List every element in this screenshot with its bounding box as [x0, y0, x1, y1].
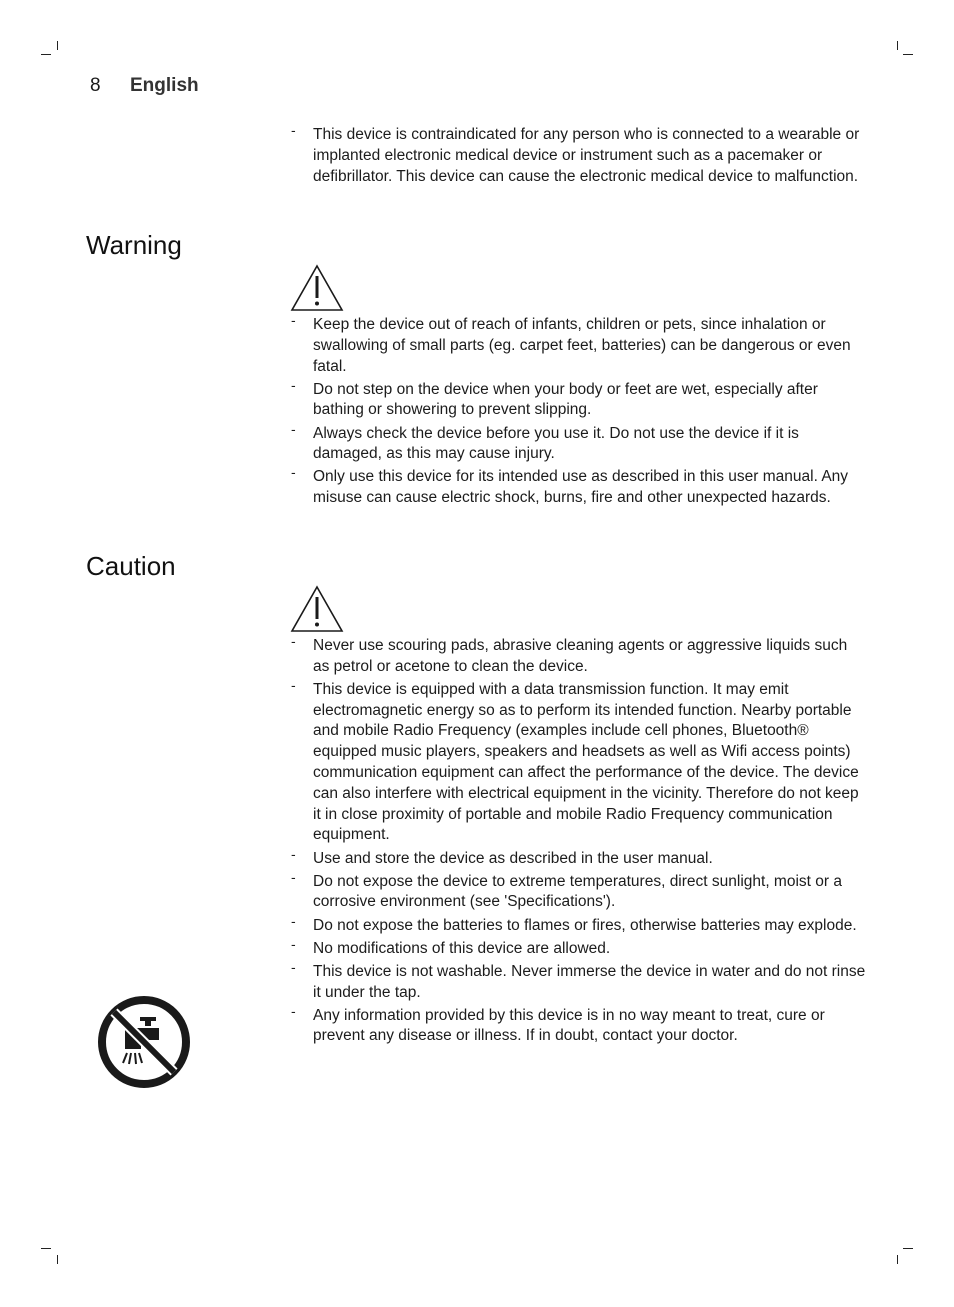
crop-mark [903, 1248, 913, 1249]
crop-mark [41, 1248, 51, 1249]
list-item: - Use and store the device as described in the user manual. [291, 845, 713, 867]
list-item: - Do not step on the device when your body or feet are wet, especially after bathing or showering to prevent slipping. [291, 376, 818, 419]
language-label: English [130, 75, 199, 96]
caution-heading: Caution [86, 551, 176, 581]
page-number: 8 [90, 75, 101, 96]
crop-mark [41, 54, 51, 55]
page-header [90, 74, 199, 98]
crop-mark [57, 1255, 58, 1264]
crop-mark [897, 41, 898, 50]
warning-heading: Warning [86, 230, 182, 260]
list-item: - Always check the device before you use it. Do not use the device if it is damaged, as this may cause injury. [291, 420, 799, 463]
warning-triangle-icon [290, 264, 344, 312]
list-item: - Do not expose the device to extreme temperatures, direct sunlight, moist or a corrosive environment (see 'Specifications'). [291, 868, 842, 911]
list-item: - This device is contraindicated for any person who is connected to a wearable or implanted electronic medical device or instrument such as a pacemaker or defibrillator. This device can cause the electronic medical device to malfunction. [291, 122, 860, 185]
warning-triangle-icon [290, 585, 344, 633]
crop-mark [897, 1255, 898, 1264]
list-item: - No modifications of this device are allowed. [291, 935, 611, 957]
crop-mark [57, 41, 58, 50]
list-item: - This device is not washable. Never immerse the device in water and do not rinse it under the tap. [291, 958, 866, 1001]
list-item: - Never use scouring pads, abrasive cleaning agents or aggressive liquids such as petrol or acetone to clean the device. [291, 633, 848, 675]
list-item: - This device is equipped with a data transmission function. It may emit electromagnetic energy so as to perform its intended function. Nearby portable and mobile Radio Frequency (examples include cell phones, Bluetooth® equipped music players, speakers and headsets as well as Wifi access points) communication equipment can affect the performance of the device. The device can also interfere with electrical equipment in the vicinity. Therefore do not keep it in close proximity of portable and mobile Radio Frequency communication equipment. [291, 676, 859, 844]
no-rinsing-under-tap-icon [97, 995, 191, 1089]
intro-list [291, 122, 866, 190]
list-item: - Only use this device for its intended use as described in this user manual. Any misuse can cause electric shock, burns, fire and other unexpected hazards. [291, 464, 849, 507]
warning-list [291, 312, 866, 511]
list-item: - Any information provided by this device is in no way meant to treat, cure or prevent any disease or illness. If in doubt, contact your doctor. [291, 1002, 825, 1045]
crop-mark [903, 54, 913, 55]
list-item: - Keep the device out of reach of infants, children or pets, since inhalation or swallowing of small parts (eg. carpet feet, batteries) can be dangerous or even fatal. [291, 312, 851, 375]
caution-list [291, 633, 866, 1050]
list-item: - Do not expose the batteries to flames or fires, otherwise batteries may explode. [291, 912, 857, 934]
